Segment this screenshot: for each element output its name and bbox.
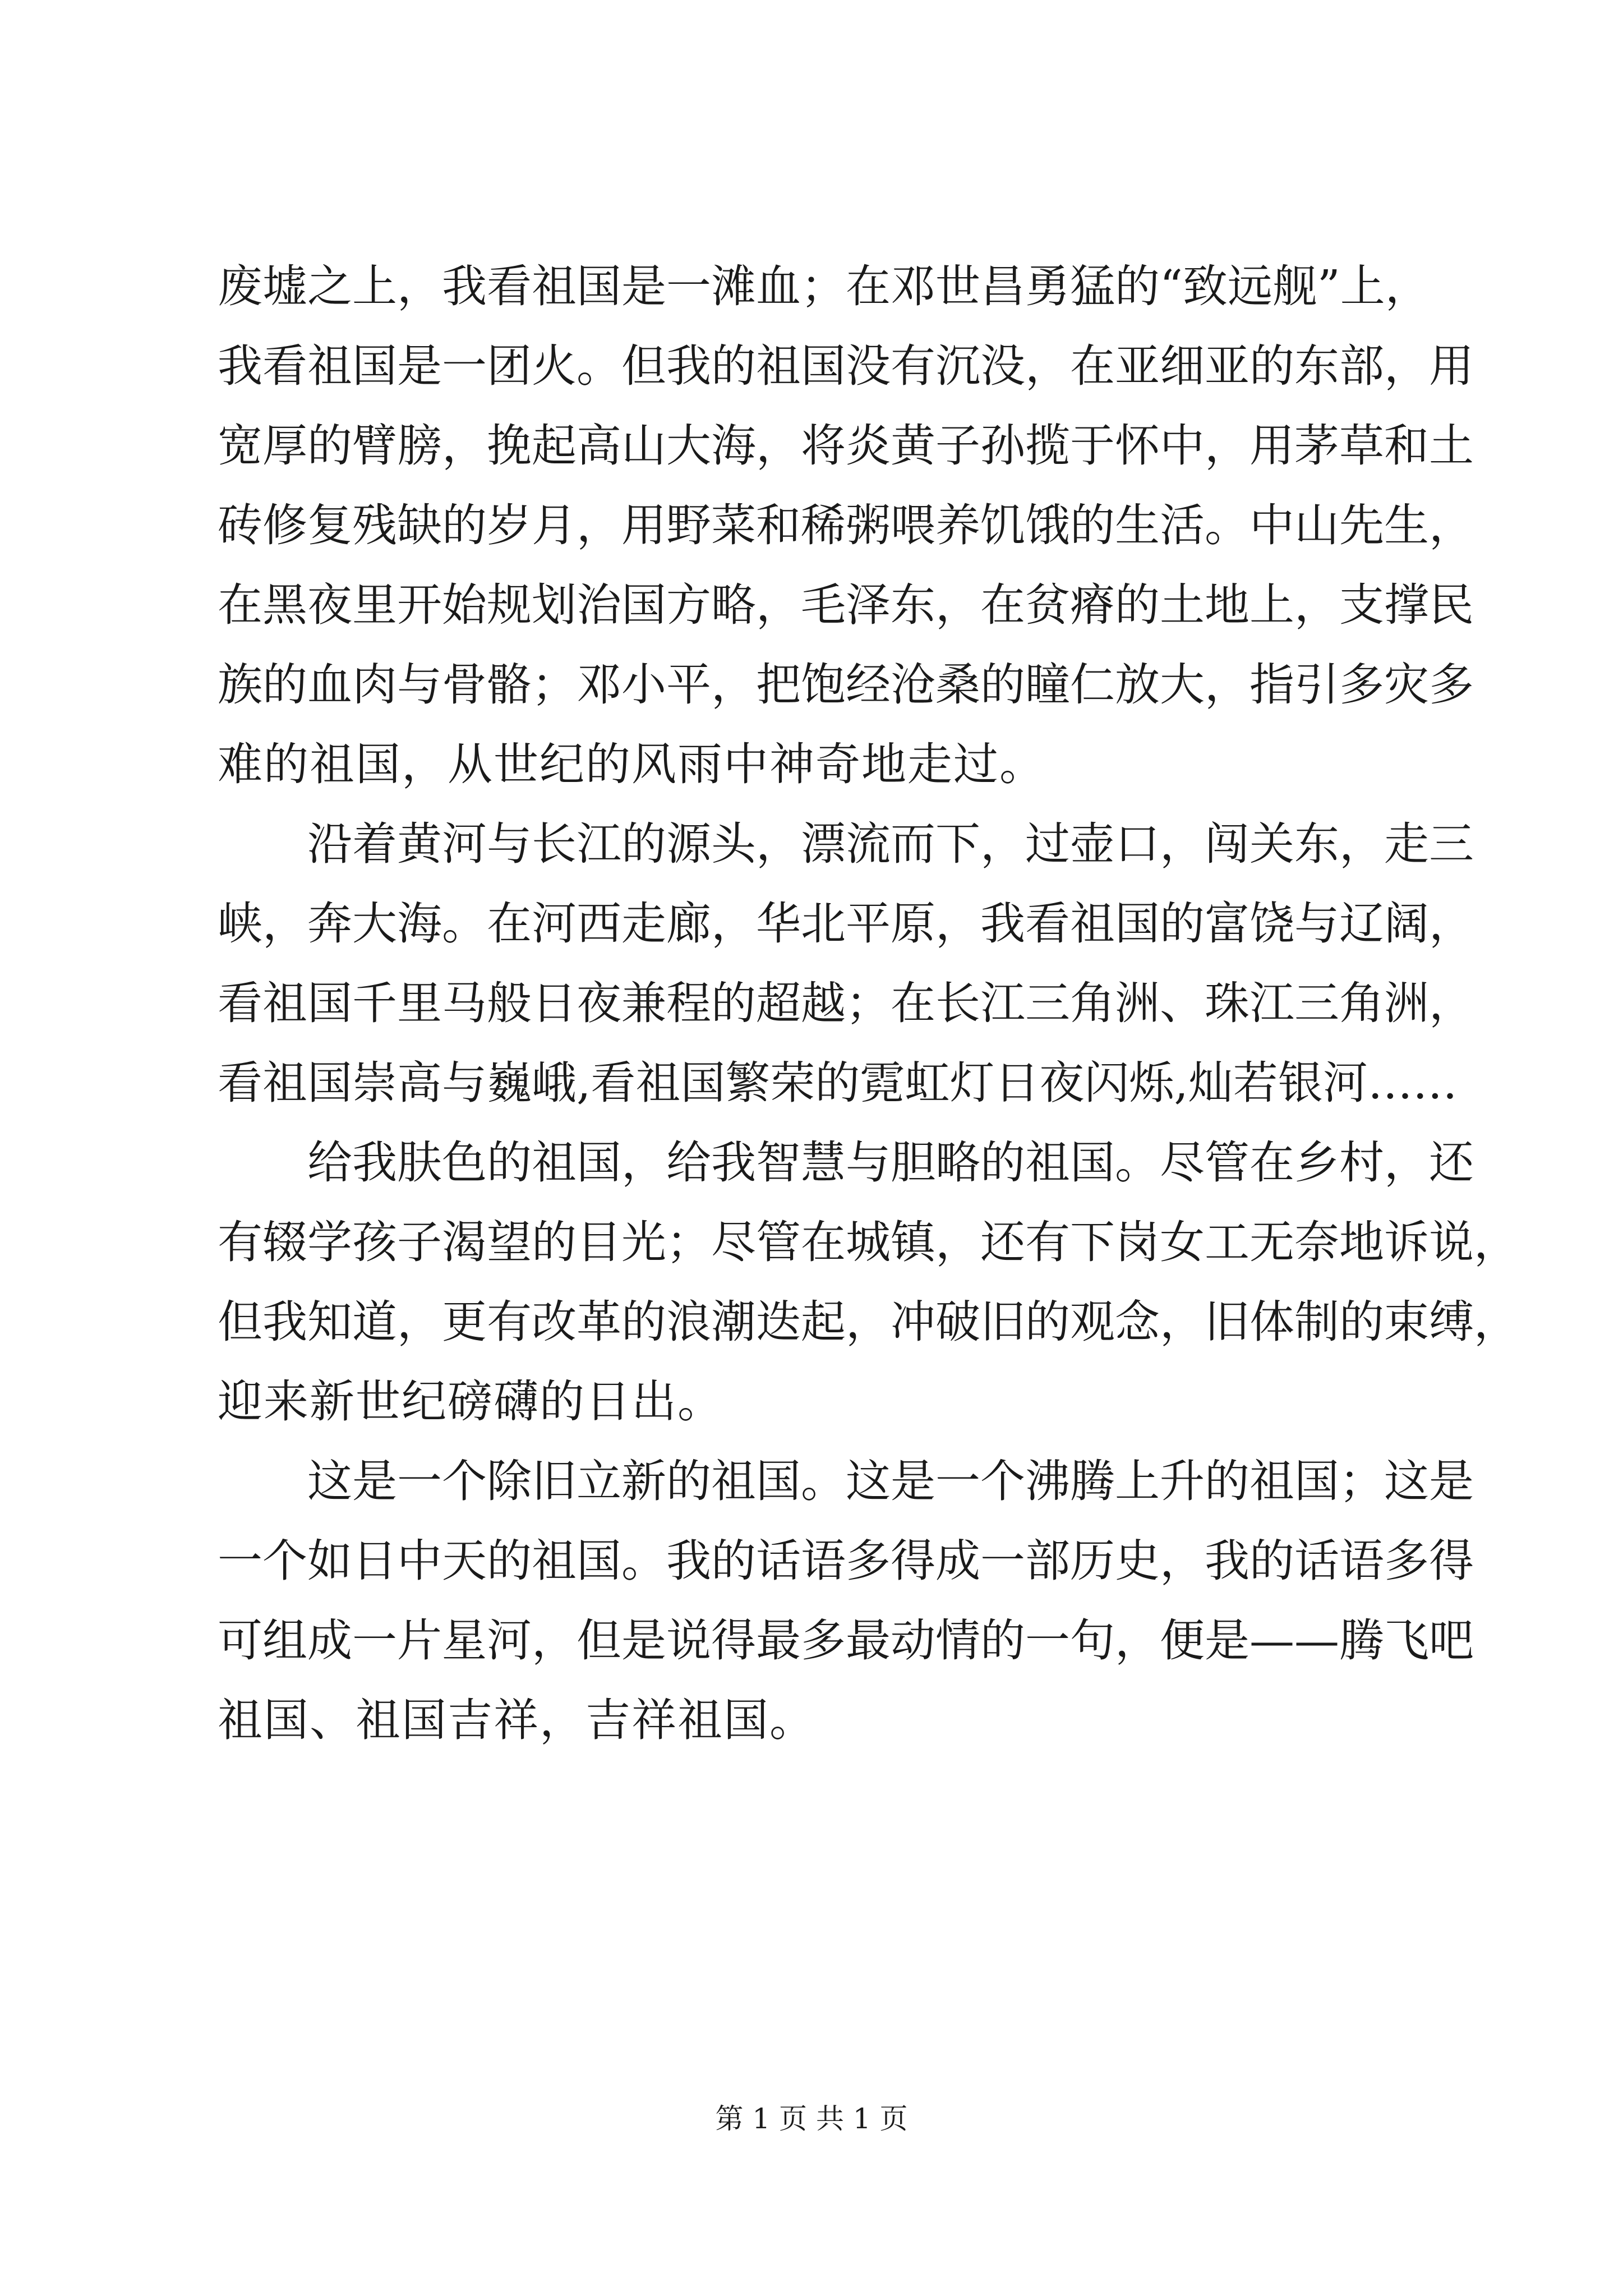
- text-line: 峡，奔大海。在河西走廊，华北平原，我看祖国的富饶与辽阔，: [218, 898, 1474, 950]
- text-line: 有辍学孩子渴望的目光；尽管在城镇，还有下岗女工无奈地诉说，: [218, 1216, 1519, 1268]
- text-line: 但我知道，更有改革的浪潮迭起，冲破旧的观念，旧体制的束缚，: [218, 1296, 1519, 1348]
- text-line: 难的祖国，从世纪的风雨中神奇地走过。: [218, 738, 1045, 790]
- text-line: 一个如日中天的祖国。我的话语多得成一部历史，我的话语多得: [218, 1535, 1474, 1587]
- paragraph-first-line: 沿着黄河与长江的源头，漂流而下，过壶口，闯关东，走三: [307, 818, 1474, 870]
- text-line: 在黑夜里开始规划治国方略，毛泽东，在贫瘠的土地上，支撑民: [218, 579, 1474, 631]
- text-line: 祖国、祖国吉祥，吉祥祖国。: [218, 1694, 815, 1746]
- text-line: 我看祖国是一团火。但我的祖国没有沉没，在亚细亚的东部，用: [218, 340, 1474, 392]
- text-line: 族的血肉与骨骼；邓小平，把饱经沧桑的瞳仁放大，指引多灾多: [218, 659, 1474, 711]
- text-line: 看祖国崇高与巍峨,看祖国繁荣的霓虹灯日夜闪烁,灿若银河……: [218, 1057, 1458, 1109]
- text-line: 可组成一片星河，但是说得最多最动情的一句，便是——腾飞吧: [218, 1614, 1474, 1667]
- text-line: 废墟之上，我看祖国是一滩血；在邓世昌勇猛的“致远舰”上，: [218, 260, 1430, 312]
- paragraph-first-line: 给我肤色的祖国，给我智慧与胆略的祖国。尽管在乡村，还: [307, 1137, 1474, 1189]
- text-line: 砖修复残缺的岁月，用野菜和稀粥喂养饥饿的生活。中山先生，: [218, 499, 1474, 551]
- paragraph-first-line: 这是一个除旧立新的祖国。这是一个沸腾上升的祖国；这是: [307, 1455, 1474, 1507]
- text-line: 看祖国千里马般日夜兼程的超越；在长江三角洲、珠江三角洲，: [218, 977, 1474, 1029]
- text-line: 宽厚的臂膀，挽起高山大海，将炎黄子孙揽于怀中，用茅草和土: [218, 420, 1474, 472]
- text-line: 迎来新世纪磅礴的日出。: [218, 1375, 723, 1428]
- document-body: [218, 247, 1519, 1760]
- page-number-footer: 第 1 页 共 1 页: [715, 2102, 908, 2135]
